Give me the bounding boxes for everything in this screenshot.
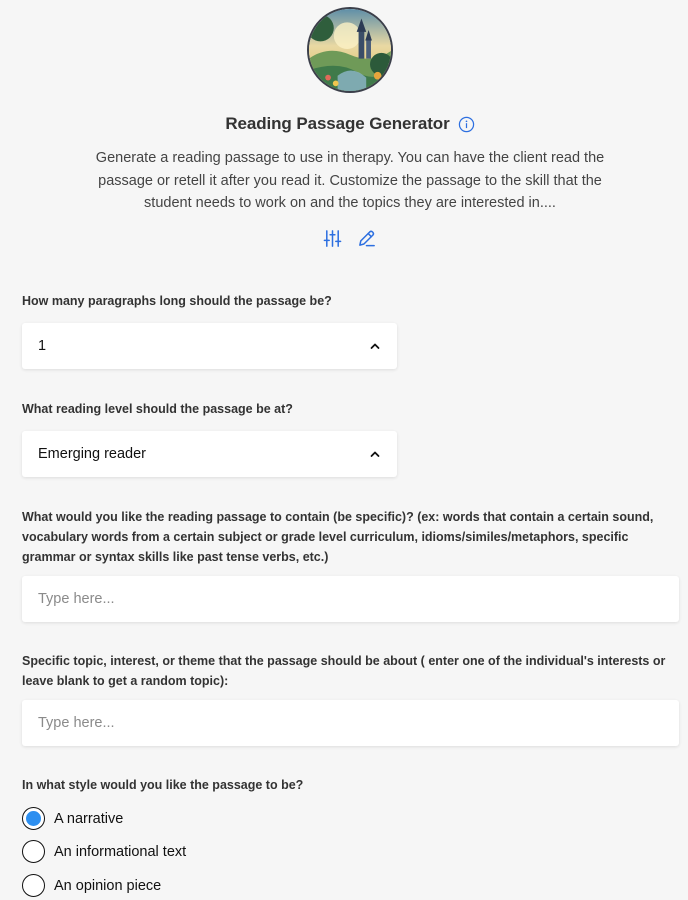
style-option-label: An informational text	[54, 843, 187, 860]
toolbar	[323, 229, 376, 248]
radio-selected-icon[interactable]	[22, 807, 45, 830]
reading-level-label: What reading level should the passage be at?	[22, 402, 293, 416]
contents-label	[22, 507, 653, 567]
contents-label-line-1: What would you like the reading passage to contain (be specific)? (ex: words that contain a certain sound,	[22, 510, 654, 524]
pencil-icon[interactable]	[357, 229, 376, 248]
paragraphs-select[interactable]	[22, 323, 397, 369]
page-description: Generate a reading passage to use in therapy. You can have the client read the passage or retell it after you read it. Customize the passage to the skill that the student needs to work on and the topics they are interested in....	[95, 150, 605, 211]
contents-input[interactable]	[22, 576, 679, 622]
contents-label-line-3: grammar or syntax skills like past tense verbs, etc.)	[22, 550, 329, 564]
topic-label	[22, 651, 665, 691]
style-label: In what style would you like the passage to be?	[22, 778, 304, 792]
contents-label-line-2: vocabulary words from a certain subject or grade level curriculum, idioms/similes/metaphors, specific	[22, 530, 629, 544]
reading-level-select[interactable]	[22, 431, 397, 477]
info-circle-icon[interactable]	[458, 116, 475, 133]
style-option-opinion[interactable]	[22, 874, 161, 897]
radio-unselected-icon[interactable]	[22, 840, 45, 863]
fantasy-landscape-image	[309, 9, 391, 91]
title-row	[0, 114, 688, 134]
topic-label-line-2: leave blank to get a random topic):	[22, 674, 229, 688]
paragraphs-select-value: 1	[38, 338, 47, 354]
sliders-icon[interactable]	[323, 229, 342, 248]
chevron-up-icon	[369, 340, 381, 352]
app-avatar	[307, 7, 393, 93]
chevron-up-icon	[369, 448, 381, 460]
reading-level-select-value: Emerging reader	[38, 446, 146, 462]
style-option-informational[interactable]	[22, 840, 186, 863]
radio-unselected-icon[interactable]	[22, 874, 45, 897]
style-option-label: A narrative	[54, 810, 124, 827]
style-option-narrative[interactable]	[22, 807, 123, 830]
topic-input[interactable]	[22, 700, 679, 746]
paragraphs-label: How many paragraphs long should the passage be?	[22, 294, 332, 308]
style-option-label: An opinion piece	[54, 877, 162, 894]
topic-label-line-1: Specific topic, interest, or theme that the passage should be about ( enter one of the individual's interests or	[22, 654, 666, 668]
page-title: Reading Passage Generator	[225, 114, 450, 133]
